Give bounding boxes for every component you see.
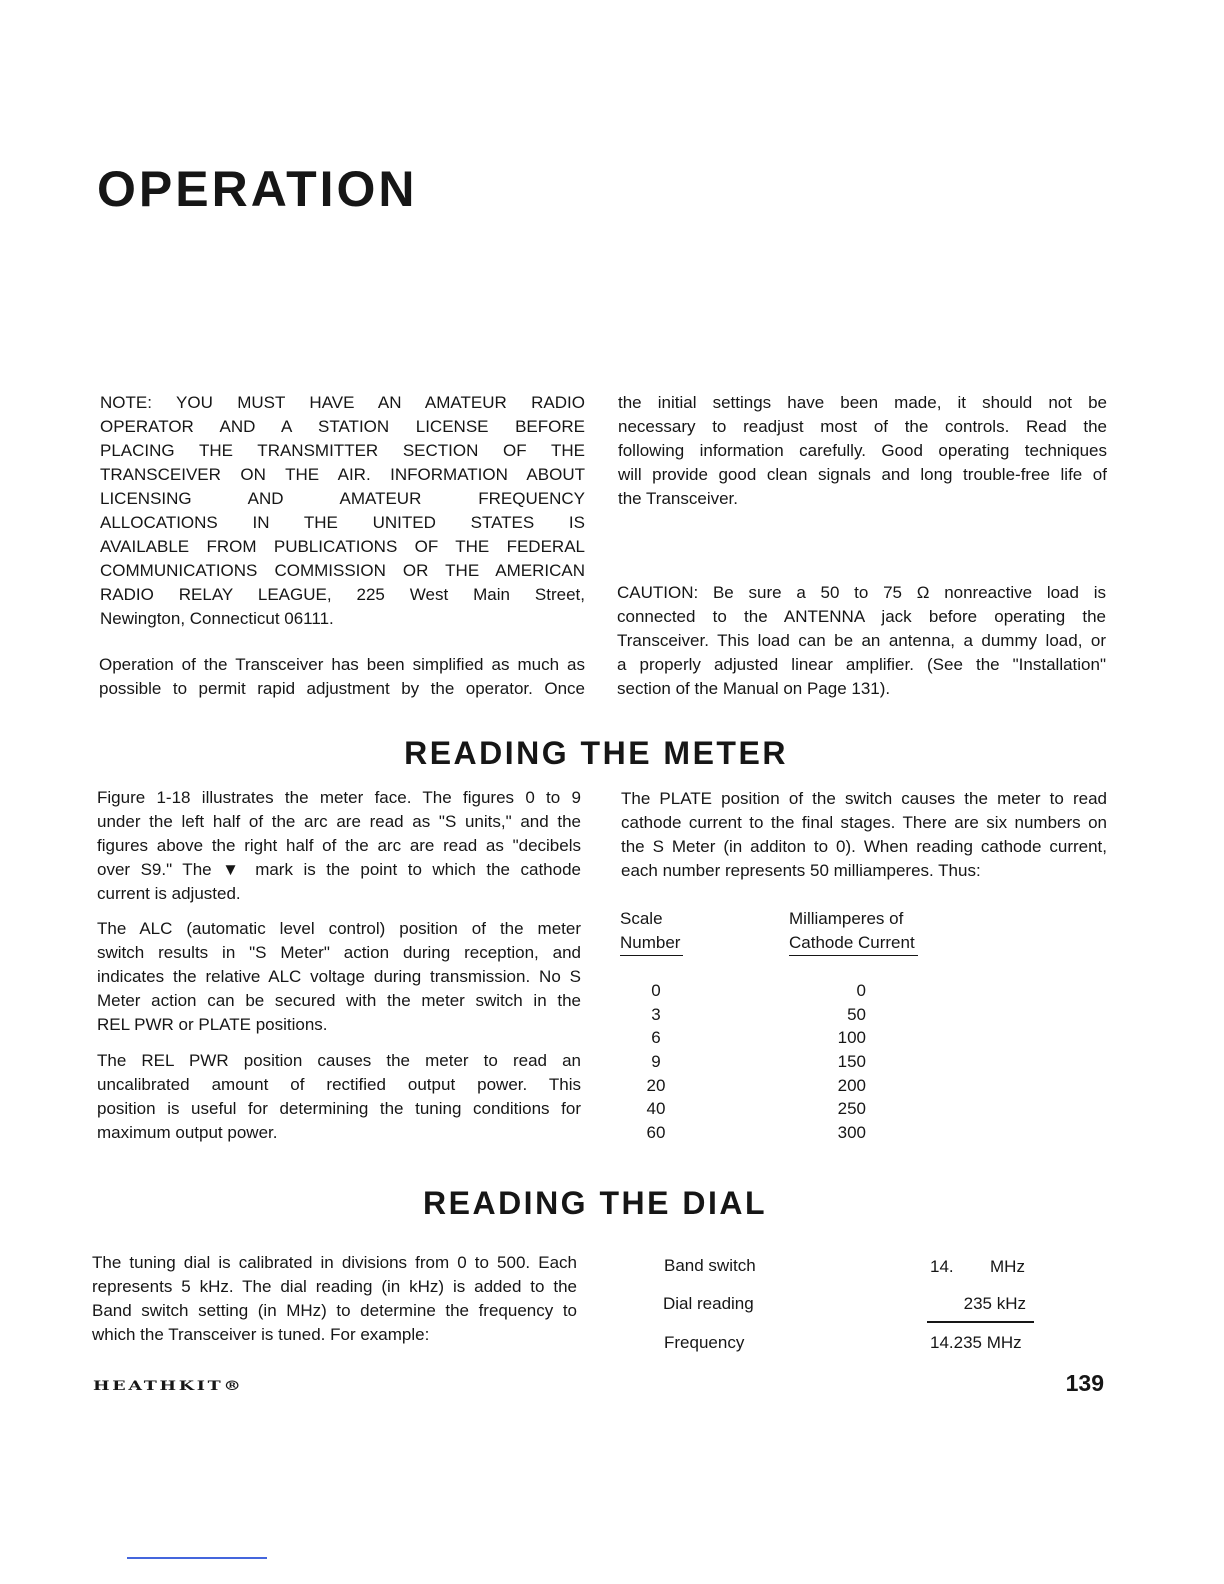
scale-cell: 9 (651, 1051, 661, 1071)
text-line: TRANSCEIVER ON THE AIR. INFORMATION ABOUT (100, 465, 585, 484)
milliamperes-cell: 200 (837, 1075, 866, 1095)
text-line: The ALC (automatic level control) position of the meter (97, 919, 581, 938)
scale-table (618, 979, 878, 1145)
text-line: ALLOCATIONS IN THE UNITED STATES IS (100, 513, 585, 532)
caution-paragraph (617, 581, 1106, 701)
text-line: under the left half of the arc are read as "S units," and the (97, 812, 581, 831)
text-line: the initial settings have been made, it should not be (618, 393, 1107, 412)
band-switch-label: Band switch (664, 1256, 756, 1275)
text-line: uncalibrated amount of rectified output power. This (97, 1075, 581, 1094)
text-line: represents 5 kHz. The dial reading (in kHz) is added to the (92, 1277, 577, 1296)
text-line: following information carefully. Good operating techniques (618, 441, 1107, 460)
milliamperes-cell: 100 (837, 1028, 866, 1048)
milliamperes-cell: 0 (856, 981, 866, 1000)
text-line: Figure 1-18 illustrates the meter face. The figures 0 to 9 (97, 788, 581, 807)
header-line: Scale (620, 909, 663, 928)
text-line: section of the Manual on Page 131). (617, 679, 891, 698)
text-line: position is useful for determining the tuning conditions for (97, 1099, 581, 1118)
text-line: REL PWR or PLATE positions. (97, 1015, 328, 1034)
table-row (618, 1003, 878, 1027)
text-line: possible to permit rapid adjustment by the operator. Once (99, 679, 585, 698)
text-line: over S9." The ▼ mark is the point to which the cathode (97, 860, 581, 879)
scale-cell: 3 (651, 1004, 661, 1024)
section-heading-dial: READING THE DIAL (423, 1185, 767, 1221)
text-line: switch results in "S Meter" action during reception, and (97, 943, 581, 962)
dial-reading-label: Dial reading (663, 1294, 754, 1313)
text-line: Band switch setting (in MHz) to determine the frequency to (92, 1301, 577, 1320)
text-line: necessary to readjust most of the controls. Read the (618, 417, 1107, 436)
page-number: 139 (1065, 1370, 1104, 1396)
meter-figure-paragraph (97, 786, 581, 906)
text-line: a properly adjusted linear amplifier. (See the "Installation" (617, 655, 1106, 674)
milliamperes-cell: 300 (837, 1122, 866, 1142)
header-line: Milliamperes of (789, 909, 904, 928)
text-line: Operation of the Transceiver has been simplified as much as (99, 655, 585, 674)
band-switch-value: 14. (930, 1257, 954, 1276)
text-line: RADIO RELAY LEAGUE, 225 West Main Street, (100, 585, 585, 604)
table-row (618, 1050, 878, 1074)
table-row (618, 1026, 878, 1050)
cathode-current-header (789, 907, 918, 956)
table-row (618, 1097, 878, 1121)
milliamperes-cell: 50 (847, 1004, 866, 1024)
text-line: OPERATOR AND A STATION LICENSE BEFORE (100, 417, 585, 436)
alc-paragraph (97, 917, 581, 1037)
milliamperes-cell: 250 (837, 1099, 866, 1119)
frequency-label: Frequency (664, 1333, 745, 1352)
milliamperes-cell: 150 (837, 1051, 866, 1071)
header-line-underlined: Number (620, 931, 683, 956)
scale-cell: 40 (646, 1099, 666, 1119)
heathkit-logo-text: HEATHKIT® (93, 1379, 244, 1394)
heathkit-logo (93, 1377, 244, 1395)
text-line: cathode current to the final stages. There are six numbers on (621, 813, 1107, 832)
text-line: each number represents 50 milliamperes. Thus: (621, 861, 981, 880)
license-note-paragraph (100, 391, 585, 631)
scale-cell: 20 (646, 1075, 666, 1095)
text-line: PLACING THE TRANSMITTER SECTION OF THE (100, 441, 585, 460)
text-line: NOTE: YOU MUST HAVE AN AMATEUR RADIO (100, 393, 585, 412)
table-row (618, 1074, 878, 1098)
text-line: LICENSING AND AMATEUR FREQUENCY (100, 489, 585, 508)
text-line: Transceiver. This load can be an antenna, a dummy load, or (617, 631, 1106, 650)
text-line: The PLATE position of the switch causes the meter to read (621, 789, 1107, 808)
header-line-underlined: Cathode Current (789, 931, 918, 956)
scale-cell: 6 (651, 1028, 661, 1048)
scale-number-header (620, 907, 683, 956)
sum-rule-line (927, 1321, 1034, 1323)
dial-paragraph (92, 1251, 577, 1347)
text-line: Newington, Connecticut 06111. (100, 609, 334, 628)
table-row (618, 979, 878, 1003)
text-line: indicates the relative ALC voltage during transmission. No S (97, 967, 581, 986)
text-line: connected to the ANTENNA jack before operating the (617, 607, 1106, 626)
page-title: OPERATION (97, 161, 418, 217)
text-line: will provide good clean signals and long trouble-free life of (618, 465, 1107, 484)
operation-paragraph-left (99, 653, 585, 701)
text-line: which the Transceiver is tuned. For example: (92, 1325, 430, 1344)
frequency-value: 14.235 MHz (930, 1333, 1022, 1352)
scale-cell: 60 (646, 1122, 666, 1142)
text-line: the Transceiver. (618, 489, 739, 508)
text-line: The tuning dial is calibrated in divisions from 0 to 500. Each (92, 1253, 577, 1272)
text-line: AVAILABLE FROM PUBLICATIONS OF THE FEDERAL (100, 537, 585, 556)
text-line: the S Meter (in additon to 0). When reading cathode current, (621, 837, 1107, 856)
stray-blue-line (127, 1557, 267, 1559)
text-line: current is adjusted. (97, 884, 241, 903)
dial-reading-value: 235 kHz (963, 1294, 1026, 1313)
operation-paragraph-right (618, 391, 1107, 511)
text-line: COMMUNICATIONS COMMISSION OR THE AMERICAN (100, 561, 585, 580)
table-row (618, 1121, 878, 1145)
text-line: maximum output power. (97, 1123, 278, 1142)
text-line: The REL PWR position causes the meter to read an (97, 1051, 581, 1070)
plate-paragraph (621, 787, 1107, 883)
text-line: CAUTION: Be sure a 50 to 75 Ω nonreactive load is (617, 583, 1106, 602)
text-line: figures above the right half of the arc are read as "decibels (97, 836, 581, 855)
band-switch-unit: MHz (990, 1257, 1025, 1276)
text-line: Meter action can be secured with the meter switch in the (97, 991, 581, 1010)
rel-pwr-paragraph (97, 1049, 581, 1145)
section-heading-meter: READING THE METER (404, 735, 788, 771)
scale-cell: 0 (651, 981, 661, 1000)
